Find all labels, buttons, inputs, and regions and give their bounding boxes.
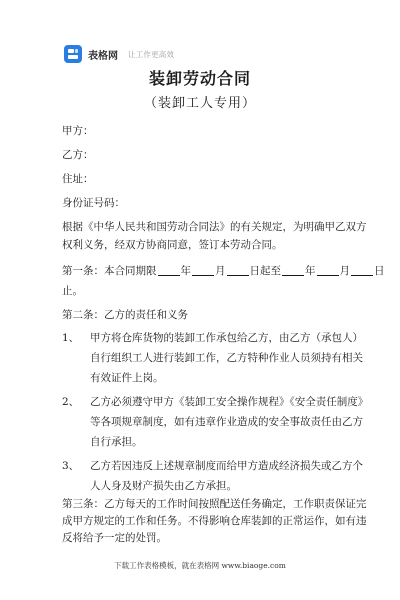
clause1-day: 日: [374, 265, 385, 277]
blank-line: [282, 265, 304, 276]
brand-slogan: 让工作更高效: [128, 49, 175, 59]
item-line: 有效证件上岗。: [90, 372, 164, 384]
item-line: 人人身及财产损失由乙方承担。: [90, 480, 237, 492]
clause1-month: 月: [215, 265, 226, 277]
brand-name: 表格网: [88, 50, 118, 62]
clause1-month: 月: [339, 265, 350, 277]
item-line: 等各项规章制度，如有违章作业造成的安全事故责任由乙方: [90, 416, 363, 428]
blank-line: [317, 265, 339, 276]
clause1-line: [62, 264, 385, 278]
blank-line: [158, 265, 180, 276]
item-line: 乙方若因违反上述规章制度而给甲方造成经济损失或乙方个: [90, 460, 363, 472]
blank-line: [227, 265, 249, 276]
item-line: 乙方必须遵守甲方《装卸工安全操作规程》《安全责任制度》: [90, 396, 369, 408]
intro-line: 权利义务，经双方协商同意，签订本劳动合同。: [62, 239, 283, 251]
blank-line: [351, 265, 373, 276]
footer-text: 下载工作表格模板，就在表格网 www.biaoge.com: [114, 561, 286, 570]
intro-line: 根据《中华人民共和国劳动合同法》的有关规定，为明确甲乙双方: [62, 221, 367, 233]
clause1-prefix: 第一条：本合同期限: [62, 265, 157, 277]
party-b-field: 乙方：: [62, 149, 94, 161]
clause1-end: 止。: [62, 285, 83, 297]
clause1-day: 日起至: [249, 265, 281, 277]
document-subtitle: （装卸工人专用）: [143, 96, 256, 111]
item-line: 自行组织工人进行装卸工作，乙方特种作业人员须持有相关: [90, 352, 363, 364]
clause1-year: 年: [180, 265, 191, 277]
item-number: 2、: [62, 396, 80, 408]
id-number-field: 身份证号码：: [62, 197, 125, 209]
clause3-line: 成甲方规定的工作和任务。不得影响仓库装卸的正常运作，如有违: [62, 515, 367, 527]
clause2-title: 第二条：乙方的责任和义务: [62, 309, 188, 321]
clause3-line: 第三条：乙方每天的工作时间按照配送任务确定，工作职责保证完: [62, 498, 367, 510]
blank-line: [192, 265, 214, 276]
document-title: 装卸劳动合同: [148, 69, 251, 88]
brand-header: [64, 44, 174, 64]
item-number: 3、: [62, 460, 80, 472]
item-number: 1、: [62, 332, 80, 344]
party-a-field: 甲方：: [62, 125, 94, 137]
address-field: 住址：: [62, 173, 94, 185]
item-line: 自行承担。: [90, 436, 143, 448]
clause3-line: 反将给予一定的处罚。: [62, 532, 167, 544]
clause1-year: 年: [305, 265, 316, 277]
item-line: 甲方将仓库货物的装卸工作承包给乙方，由乙方（承包人）: [90, 332, 363, 344]
biaoge-logo-icon: [64, 45, 82, 63]
